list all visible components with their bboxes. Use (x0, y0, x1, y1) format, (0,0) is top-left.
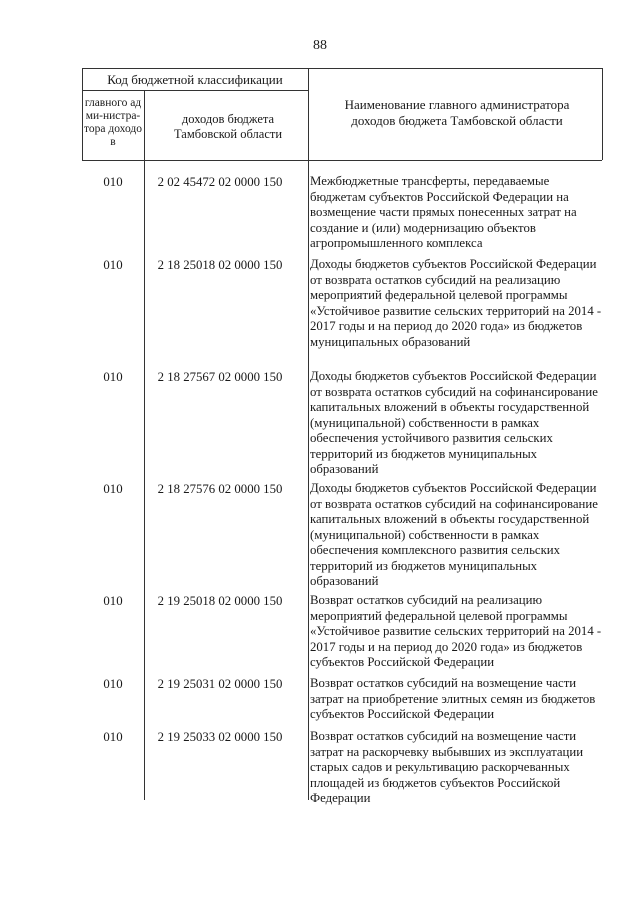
table-row-6-code: 2 19 25031 02 0000 150 (157, 677, 283, 691)
header-col-code: доходов бюджета Тамбовской области (173, 112, 283, 141)
table-row-3-code: 2 18 27567 02 0000 150 (157, 370, 283, 384)
table-row-6-admin: 010 (103, 677, 123, 691)
table-row-7-code: 2 19 25033 02 0000 150 (157, 730, 283, 744)
header-col-name: Наименование главного администратора доходов бюджета Тамбовской области (344, 97, 570, 128)
table-row-1-name: Межбюджетные трансферты, передаваемые бюджетам субъектов Российской Федерации на возмещение части прямых понесенных затрат на создание и (или) модернизацию объектов агропромышленного комплекса (310, 174, 577, 250)
table-row-3-admin: 010 (103, 370, 123, 384)
table-top-border (82, 68, 602, 69)
table-row-3-name: Доходы бюджетов субъектов Российской Федерации от возврата остатков субсидий на софинансирование капитальных вложений в объекты государственной (муниципальной) собственности в рамках обеспечения устойчивого развития сельских территорий из бюджетов муниципальных образований (310, 369, 598, 476)
code-name-divider (308, 68, 309, 800)
table-row-7-admin: 010 (103, 730, 123, 744)
table-row-1-code: 2 02 45472 02 0000 150 (157, 175, 283, 189)
header-bottom-border (82, 160, 602, 161)
table-left-border (82, 68, 83, 160)
table-row-6-name: Возврат остатков субсидий на возмещение части затрат на приобретение элитных семян из бюджетов субъектов Российской Федерации (310, 676, 596, 721)
table-row-7-name: Возврат остатков субсидий на возмещение части затрат на раскорчевку выбывших из эксплуатации старых садов и рекультивацию раскорчеванных площадей из бюджетов субъектов Российской Федерации (310, 729, 584, 805)
header-group-title: Код бюджетной классификации (107, 72, 283, 87)
header-col-admin: главного адми-нистра-тора доходов (84, 97, 142, 148)
header-group-divider (82, 90, 308, 91)
table-row-5-code: 2 19 25018 02 0000 150 (157, 594, 283, 608)
table-row-5-admin: 010 (103, 594, 123, 608)
table-row-4-admin: 010 (103, 482, 123, 496)
table-right-border (602, 68, 603, 160)
table-row-2-name: Доходы бюджетов субъектов Российской Федерации от возврата остатков субсидий на реализацию мероприятий федеральной целевой программы «Устойчивое развитие сельских территорий на 2014 - 2017 годы и на период до 2020 года» из бюджетов муниципальных образований (310, 257, 602, 349)
table-row-1-admin: 010 (103, 175, 123, 189)
table-row-4-code: 2 18 27576 02 0000 150 (157, 482, 283, 496)
table-row-2-code: 2 18 25018 02 0000 150 (157, 258, 283, 272)
admin-code-divider (144, 90, 145, 800)
table-row-2-admin: 010 (103, 258, 123, 272)
table-row-4-name: Доходы бюджетов субъектов Российской Федерации от возврата остатков субсидий на софинансирование капитальных вложений в объекты государственной (муниципальной) собственности в рамках обеспечения комплексного развития сельских территорий из бюджетов муниципальных образований (310, 481, 598, 588)
page-number: 88 (313, 38, 327, 53)
table-row-5-name: Возврат остатков субсидий на реализацию мероприятий федеральной целевой программы «Устойчивое развитие сельских территорий на 2014 - 2017 годы и на период до 2020 года» из бюджетов субъектов Российской Федерации (310, 593, 602, 669)
